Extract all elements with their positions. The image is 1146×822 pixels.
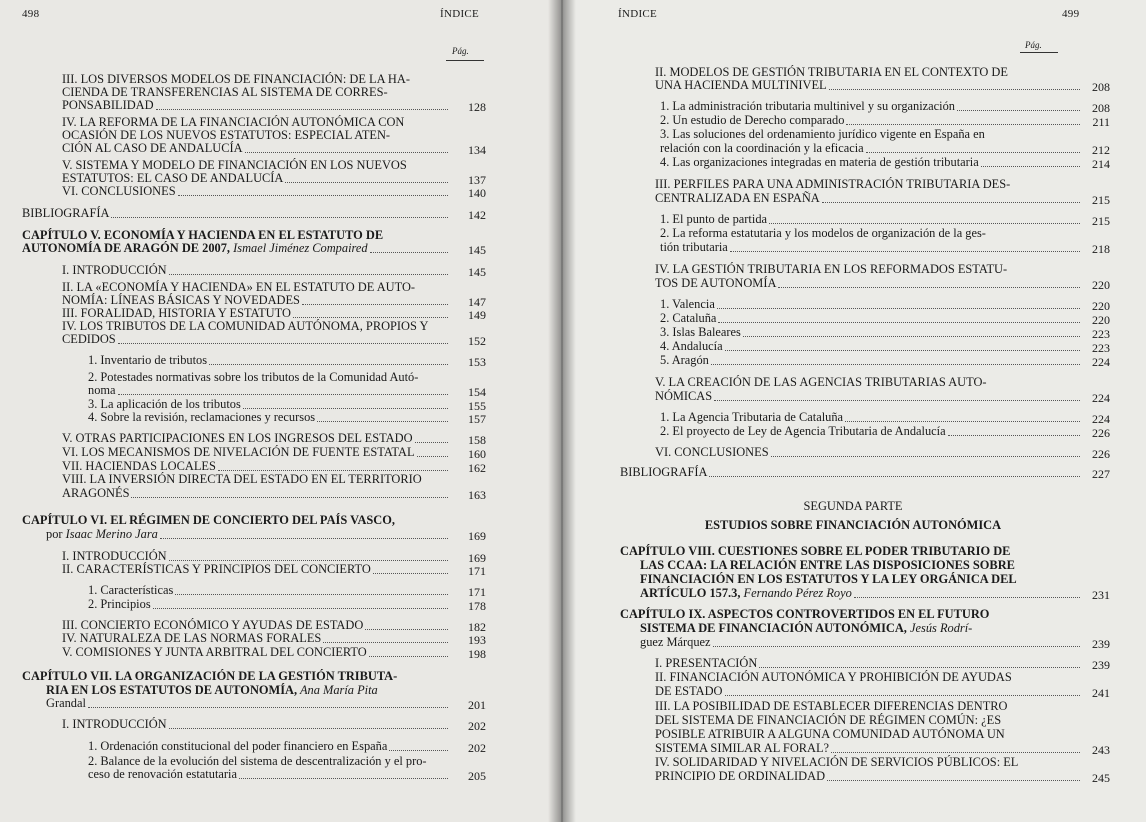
toc-entry-text: CIÓN AL CASO DE ANDALUCÍA [62, 141, 243, 155]
toc-entry-text: 2. Balance de la evolución del sistema de descentralización y el pro- [88, 754, 427, 768]
toc-page-number: 239 [1092, 637, 1110, 651]
left-toc-entry [88, 768, 237, 781]
toc-entry-text: RIA EN LOS ESTATUTOS DE AUTONOMÍA, [46, 683, 298, 697]
toc-page-number: 218 [1092, 242, 1110, 256]
toc-entry-text: OCASIÓN DE LOS NUEVOS ESTATUTOS: ESPECIAL ATEN- [62, 128, 391, 142]
right-toc-entry [660, 213, 767, 226]
toc-entry-text: V. LA CREACIÓN DE LAS AGENCIAS TRIBUTARIAS AUTO- [655, 375, 987, 389]
toc-page-number: 208 [1092, 101, 1110, 115]
toc-page-number: 193 [468, 633, 486, 647]
toc-page-number: 226 [1092, 426, 1110, 440]
right-toc-entry [655, 742, 829, 755]
toc-page-number: 140 [468, 186, 486, 200]
toc-page-number: 137 [468, 173, 486, 187]
toc-dot-leader [111, 216, 448, 218]
toc-entry-text: V. OTRAS PARTICIPACIONES EN LOS INGRESOS DEL ESTADO [62, 431, 413, 445]
toc-page-number: 239 [1092, 658, 1110, 672]
toc-dot-leader [243, 407, 448, 409]
toc-dot-leader [178, 194, 448, 196]
toc-entry-text: 1. La Agencia Tributaria de Cataluña [660, 410, 844, 424]
toc-page-number: 160 [468, 447, 486, 461]
right-toc-entry [640, 573, 1017, 586]
toc-page-number: 220 [1092, 299, 1110, 313]
toc-entry-text: BIBLIOGRAFÍA [620, 465, 708, 479]
toc-page-number: 245 [1092, 771, 1110, 785]
toc-page-number: 142 [468, 208, 486, 222]
left-toc-entry [88, 584, 173, 597]
toc-dot-leader [718, 321, 1080, 323]
right-pag-rule [1020, 52, 1058, 53]
toc-page-number: 145 [468, 265, 486, 279]
toc-entry-text: IV. LA GESTIÓN TRIBUTARIA EN LOS REFORMADOS ESTATU- [655, 262, 1008, 276]
toc-page-number: 169 [468, 529, 486, 543]
toc-entry-text: ARTÍCULO 157.3, [640, 586, 741, 600]
toc-dot-leader [131, 496, 448, 498]
toc-entry-text: 2. Potestades normativas sobre los tributos de la Comunidad Autó- [88, 370, 419, 384]
right-toc-entry [660, 100, 955, 113]
toc-entry-text: VI. LOS MECANISMOS DE NIVELACIÓN DE FUENTE ESTATAL [62, 445, 415, 459]
toc-entry-text: CAPÍTULO VIII. CUESTIONES SOBRE EL PODER TRIBUTARIO DE [620, 544, 1011, 558]
toc-dot-leader [769, 222, 1080, 224]
left-toc-entry [62, 320, 428, 333]
toc-entry-text: CEDIDOS [62, 332, 116, 346]
toc-dot-leader [854, 596, 1080, 598]
toc-entry-text: CAPÍTULO VII. LA ORGANIZACIÓN DE LA GESTIÓN TRIBUTA- [22, 669, 398, 683]
toc-page-number: 162 [468, 461, 486, 475]
right-toc-entry [660, 326, 741, 339]
toc-dot-leader [827, 779, 1080, 781]
left-pag-rule [446, 60, 484, 61]
toc-entry-text: SEGUNDA PARTE [803, 499, 903, 513]
toc-dot-leader [156, 108, 448, 110]
toc-entry-text: CENTRALIZADA EN ESPAÑA [655, 191, 820, 205]
toc-dot-leader [239, 777, 448, 779]
left-toc-entry [62, 646, 367, 659]
toc-dot-leader [160, 537, 448, 539]
toc-entry-text: SISTEMA SIMILAR AL FORAL? [655, 741, 830, 755]
left-toc-entry [88, 371, 418, 384]
toc-dot-leader [957, 109, 1080, 111]
toc-entry-text: 2. El proyecto de Ley de Agencia Tributaria de Andalucía [660, 424, 946, 438]
toc-entry-text: guez Márquez [640, 635, 711, 649]
right-toc-entry [660, 142, 864, 155]
right-toc-entry [655, 192, 820, 205]
toc-page-number: 149 [468, 308, 486, 322]
toc-entry-text: IV. LA REFORMA DE LA FINANCIACIÓN AUTONÓMICA CON [62, 115, 405, 129]
toc-entry-text: II. FINANCIACIÓN AUTONÓMICA Y PROHIBICIÓN DE AYUDAS [655, 670, 1012, 684]
right-toc-entry [655, 700, 1007, 713]
toc-dot-leader [118, 393, 448, 395]
left-toc-entry [62, 446, 415, 459]
toc-entry-text: III. CONCIERTO ECONÓMICO Y AYUDAS DE ESTADO [62, 618, 364, 632]
right-toc-entry [655, 390, 712, 403]
toc-entry-text: 4. Sobre la revisión, reclamaciones y recursos [88, 410, 316, 424]
toc-dot-leader [118, 342, 448, 344]
toc-dot-leader [846, 123, 1080, 125]
toc-dot-leader [713, 645, 1080, 647]
left-toc-entry [88, 411, 315, 424]
toc-entry-text: CAPÍTULO V. ECONOMÍA Y HACIENDA EN EL ESTATUTO DE [22, 228, 384, 242]
toc-entry-text: relación con la coordinación y la eficacia [660, 141, 864, 155]
left-pag-label: Pág. [452, 46, 469, 56]
toc-dot-leader [323, 641, 448, 643]
toc-entry-author: Ismael Jiménez Compaired [230, 241, 368, 255]
left-page [0, 0, 560, 822]
right-toc-entry [655, 277, 776, 290]
toc-entry-text: I. INTRODUCCIÓN [62, 717, 167, 731]
toc-entry-text: 2. Cataluña [660, 311, 717, 325]
toc-dot-leader [948, 434, 1080, 436]
toc-dot-leader [759, 666, 1080, 668]
toc-entry-text: 1. Características [88, 583, 174, 597]
toc-page-number: 227 [1092, 467, 1110, 481]
toc-dot-leader [778, 286, 1080, 288]
right-toc-entry [620, 466, 707, 479]
toc-dot-leader [725, 694, 1080, 696]
right-toc-entry [655, 728, 1005, 741]
toc-dot-leader [866, 151, 1080, 153]
left-toc-entry [62, 185, 176, 198]
toc-page-number: 202 [468, 719, 486, 733]
toc-entry-text: VI. CONCLUSIONES [62, 184, 176, 198]
left-toc-entry [88, 740, 387, 753]
right-toc-entry [660, 354, 709, 367]
toc-dot-leader [153, 607, 448, 609]
left-toc-entry [62, 142, 243, 155]
toc-entry-text: IV. NATURALEZA DE LAS NORMAS FORALES [62, 631, 322, 645]
right-toc-entry [660, 298, 715, 311]
left-page-number: 498 [22, 8, 40, 20]
right-toc-entry [660, 425, 946, 438]
left-toc-entry [62, 432, 413, 445]
toc-page-number: 208 [1092, 80, 1110, 94]
right-toc-entry [655, 714, 1001, 727]
toc-page-number: 147 [468, 295, 486, 309]
toc-entry-text: AUTONOMÍA DE ARAGÓN DE 2007, [22, 241, 231, 255]
toc-page-number: 223 [1092, 341, 1110, 355]
right-toc-entry [660, 128, 985, 141]
toc-entry-text: SISTEMA DE FINANCIACIÓN AUTONÓMICA, [640, 621, 907, 635]
right-toc-entry [660, 241, 728, 254]
toc-dot-leader [175, 593, 448, 595]
toc-dot-leader [725, 349, 1080, 351]
toc-dot-leader [370, 251, 448, 253]
right-pag-label: Pág. [1025, 40, 1042, 50]
toc-entry-text: 1. El punto de partida [660, 212, 768, 226]
toc-page-number: 202 [468, 741, 486, 755]
toc-page-number: 134 [468, 143, 486, 157]
right-toc-entry [620, 608, 989, 621]
left-toc-entry [22, 207, 109, 220]
toc-page-number: 223 [1092, 327, 1110, 341]
left-toc-entry [22, 242, 368, 255]
toc-entry-text: NOMÍA: LÍNEAS BÁSICAS Y NOVEDADES [62, 293, 300, 307]
right-toc-entry [655, 446, 769, 459]
toc-dot-leader [302, 303, 448, 305]
toc-entry-text: IV. SOLIDARIDAD Y NIVELACIÓN DE SERVICIOS PÚBLICOS: EL [655, 755, 1019, 769]
toc-dot-leader [717, 307, 1080, 309]
left-toc-entry [62, 264, 167, 277]
toc-entry-text: I. INTRODUCCIÓN [62, 263, 167, 277]
toc-page-number: 171 [468, 585, 486, 599]
right-toc-entry [660, 312, 716, 325]
toc-dot-leader [417, 455, 448, 457]
toc-page-number: 169 [468, 551, 486, 565]
toc-entry-text: 4. Las organizaciones integradas en materia de gestión tributaria [660, 155, 979, 169]
toc-dot-leader [981, 165, 1080, 167]
toc-page-number: 178 [468, 599, 486, 613]
left-toc-entry [62, 632, 321, 645]
toc-entry-text: VII. HACIENDAS LOCALES [62, 459, 216, 473]
toc-dot-leader [209, 363, 448, 365]
right-toc-entry [660, 156, 979, 169]
right-toc-entry [655, 671, 1012, 684]
toc-dot-leader [88, 706, 448, 708]
toc-page-number: 226 [1092, 447, 1110, 461]
toc-entry-author: Fernando Pérez Royo [740, 586, 852, 600]
toc-dot-leader [730, 250, 1080, 252]
toc-dot-leader [714, 399, 1080, 401]
toc-entry-text: Grandal [46, 696, 86, 710]
toc-dot-leader [169, 727, 448, 729]
toc-page-number: 157 [468, 412, 486, 426]
toc-page-number: 198 [468, 647, 486, 661]
toc-entry-text: NÓMICAS [655, 389, 713, 403]
toc-entry-text: 1. Inventario de tributos [88, 353, 208, 367]
toc-page-number: 212 [1092, 143, 1110, 157]
toc-entry-text: III. LOS DIVERSOS MODELOS DE FINANCIACIÓN: DE LA HA- [62, 72, 410, 86]
toc-dot-leader [373, 572, 448, 574]
left-toc-entry [46, 528, 158, 541]
toc-page-number: 182 [468, 620, 486, 634]
right-toc-entry [660, 227, 986, 240]
toc-entry-text: por [46, 527, 63, 541]
toc-entry-text: V. SISTEMA Y MODELO DE FINANCIACIÓN EN LOS NUEVOS [62, 158, 407, 172]
toc-entry-text: III. FORALIDAD, HISTORIA Y ESTATUTO [62, 306, 291, 320]
toc-page-number: 224 [1092, 391, 1110, 405]
left-toc-entry [62, 487, 129, 500]
right-toc-entry [560, 500, 1146, 513]
toc-page-number: 215 [1092, 193, 1110, 207]
right-toc-entry [655, 376, 987, 389]
toc-entry-text: II. LA «ECONOMÍA Y HACIENDA» EN EL ESTATUTO DE AUTO- [62, 280, 416, 294]
right-toc-entry [660, 114, 844, 127]
toc-dot-leader [317, 420, 448, 422]
toc-entry-text: PRINCIPIO DE ORDINALIDAD [655, 769, 826, 783]
toc-entry-text: 1. La administración tributaria multinivel y su organización [660, 99, 956, 113]
right-toc-entry [660, 340, 723, 353]
toc-entry-text: III. PERFILES PARA UNA ADMINISTRACIÓN TRIBUTARIA DES- [655, 177, 1011, 191]
toc-entry-text: 2. La reforma estatutaria y los modelos de organización de la ges- [660, 226, 986, 240]
toc-page-number: 243 [1092, 743, 1110, 757]
toc-entry-text: 5. Aragón [660, 353, 709, 367]
toc-entry-text: CAPÍTULO VI. EL RÉGIMEN DE CONCIERTO DEL PAÍS VASCO, [22, 513, 395, 527]
toc-dot-leader [365, 628, 448, 630]
toc-dot-leader [169, 273, 448, 275]
toc-dot-leader [831, 751, 1080, 753]
toc-entry-text: DEL SISTEMA DE FINANCIACIÓN DE RÉGIMEN COMÚN: ¿ES [655, 713, 1002, 727]
toc-entry-text: IV. LOS TRIBUTOS DE LA COMUNIDAD AUTÓNOMA, PROPIOS Y [62, 319, 429, 333]
toc-page-number: 205 [468, 769, 486, 783]
toc-dot-leader [285, 181, 448, 183]
toc-entry-text: 3. Islas Baleares [660, 325, 741, 339]
toc-entry-text: PONSABILIDAD [62, 98, 154, 112]
toc-entry-text: ESTATUTOS: EL CASO DE ANDALUCÍA [62, 171, 284, 185]
toc-dot-leader [415, 441, 448, 443]
toc-dot-leader [711, 363, 1080, 365]
toc-dot-leader [771, 455, 1080, 457]
left-toc-entry [62, 718, 167, 731]
right-toc-entry [655, 657, 757, 670]
toc-entry-text: tión tributaria [660, 240, 728, 254]
right-toc-entry [655, 178, 1010, 191]
right-toc-entry [640, 636, 711, 649]
toc-entry-text: III. LA POSIBILIDAD DE ESTABLECER DIFERENCIAS DENTRO [655, 699, 1008, 713]
toc-dot-leader [709, 475, 1080, 477]
toc-dot-leader [743, 335, 1080, 337]
toc-dot-leader [369, 655, 448, 657]
left-toc-entry [22, 670, 397, 683]
toc-entry-author: Isaac Merino Jara [62, 527, 158, 541]
toc-entry-text: DE ESTADO [655, 684, 723, 698]
left-toc-entry [62, 333, 116, 346]
toc-entry-text: TOS DE AUTONOMÍA [655, 276, 777, 290]
toc-page-number: 155 [468, 399, 486, 413]
toc-page-number: 220 [1092, 313, 1110, 327]
toc-entry-text: II. CARACTERÍSTICAS Y PRINCIPIOS DEL CONCIERTO [62, 562, 371, 576]
left-toc-entry [22, 514, 395, 527]
toc-page-number: 163 [468, 488, 486, 502]
toc-entry-author: Ana María Pita [297, 683, 378, 697]
toc-dot-leader [389, 749, 448, 751]
toc-page-number: 201 [468, 698, 486, 712]
left-toc-entry [88, 354, 207, 367]
right-page [560, 0, 1146, 822]
toc-entry-text: I. INTRODUCCIÓN [62, 549, 167, 563]
toc-entry-text: II. MODELOS DE GESTIÓN TRIBUTARIA EN EL CONTEXTO DE [655, 65, 1008, 79]
right-toc-entry [655, 770, 825, 783]
toc-entry-text: 1. Ordenación constitucional del poder financiero en España [88, 739, 388, 753]
toc-dot-leader [822, 201, 1080, 203]
toc-page-number: 231 [1092, 588, 1110, 602]
toc-entry-author: Jesús Rodrí- [906, 621, 973, 635]
right-toc-entry [640, 622, 972, 635]
left-toc-entry [88, 598, 151, 611]
toc-page-number: 224 [1092, 412, 1110, 426]
toc-entry-text: UNA HACIENDA MULTINIVEL [655, 78, 827, 92]
toc-entry-text: 2. Un estudio de Derecho comparado [660, 113, 845, 127]
toc-page-number: 171 [468, 564, 486, 578]
toc-entry-text: VI. CONCLUSIONES [655, 445, 769, 459]
toc-entry-text: POSIBLE ATRIBUIR A ALGUNA COMUNIDAD AUTÓNOMA UN [655, 727, 1005, 741]
toc-entry-text: CAPÍTULO IX. ASPECTOS CONTROVERTIDOS EN EL FUTURO [620, 607, 990, 621]
toc-entry-text: LAS CCAA: LA RELACIÓN ENTRE LAS DISPOSICIONES SOBRE [640, 558, 1015, 572]
toc-entry-text: ARAGONÉS [62, 486, 130, 500]
toc-entry-text: 1. Valencia [660, 297, 715, 311]
left-toc-entry [62, 563, 371, 576]
toc-entry-text: noma [88, 383, 116, 397]
toc-page-number: 214 [1092, 157, 1110, 171]
right-toc-entry [655, 79, 827, 92]
toc-page-number: 152 [468, 334, 486, 348]
right-toc-entry [620, 545, 1010, 558]
toc-entry-text: ceso de renovación estatutaria [88, 767, 237, 781]
toc-entry-text: VIII. LA INVERSIÓN DIRECTA DEL ESTADO EN EL TERRITORIO [62, 472, 422, 486]
left-toc-entry [46, 697, 86, 710]
toc-entry-text: 3. La aplicación de los tributos [88, 397, 241, 411]
toc-dot-leader [845, 420, 1080, 422]
right-toc-entry [660, 411, 843, 424]
toc-page-number: 211 [1092, 115, 1110, 129]
toc-entry-text: V. COMISIONES Y JUNTA ARBITRAL DEL CONCIERTO [62, 645, 367, 659]
toc-page-number: 224 [1092, 355, 1110, 369]
toc-entry-text: FINANCIACIÓN EN LOS ESTATUTOS Y LA LEY ORGÁNICA DEL [640, 572, 1017, 586]
toc-entry-text: 2. Principios [88, 597, 151, 611]
toc-page-number: 128 [468, 100, 486, 114]
toc-page-number: 158 [468, 433, 486, 447]
toc-page-number: 220 [1092, 278, 1110, 292]
toc-entry-text: I. PRESENTACIÓN [655, 656, 758, 670]
left-page-header: ÍNDICE [440, 8, 480, 20]
toc-page-number: 154 [468, 385, 486, 399]
toc-dot-leader [293, 316, 448, 318]
toc-page-number: 145 [468, 243, 486, 257]
right-toc-entry [655, 756, 1018, 769]
right-page-number: 499 [1062, 8, 1080, 20]
right-toc-entry [640, 587, 852, 600]
left-toc-entry [62, 99, 154, 112]
right-toc-entry [640, 559, 1015, 572]
right-toc-entry [655, 263, 1007, 276]
toc-page-number: 241 [1092, 686, 1110, 700]
left-toc-entry [46, 684, 378, 697]
toc-dot-leader [829, 88, 1080, 90]
book-gutter-shadow [548, 0, 576, 822]
toc-dot-leader [245, 151, 448, 153]
toc-page-number: 153 [468, 355, 486, 369]
toc-entry-text: CIENDA DE TRANSFERENCIAS AL SISTEMA DE CORRES- [62, 85, 388, 99]
toc-page-number: 215 [1092, 214, 1110, 228]
toc-entry-text: ESTUDIOS SOBRE FINANCIACIÓN AUTONÓMICA [704, 518, 1002, 532]
toc-dot-leader [218, 469, 448, 471]
toc-dot-leader [169, 559, 448, 561]
left-toc-entry [88, 384, 116, 397]
right-toc-entry [655, 685, 723, 698]
right-toc-entry [560, 519, 1146, 532]
left-toc-entry [62, 473, 422, 486]
toc-entry-text: BIBLIOGRAFÍA [22, 206, 110, 220]
toc-entry-text: 3. Las soluciones del ordenamiento jurídico vigente en España en [660, 127, 985, 141]
right-page-header: ÍNDICE [618, 8, 658, 20]
toc-entry-text: 4. Andalucía [660, 339, 723, 353]
